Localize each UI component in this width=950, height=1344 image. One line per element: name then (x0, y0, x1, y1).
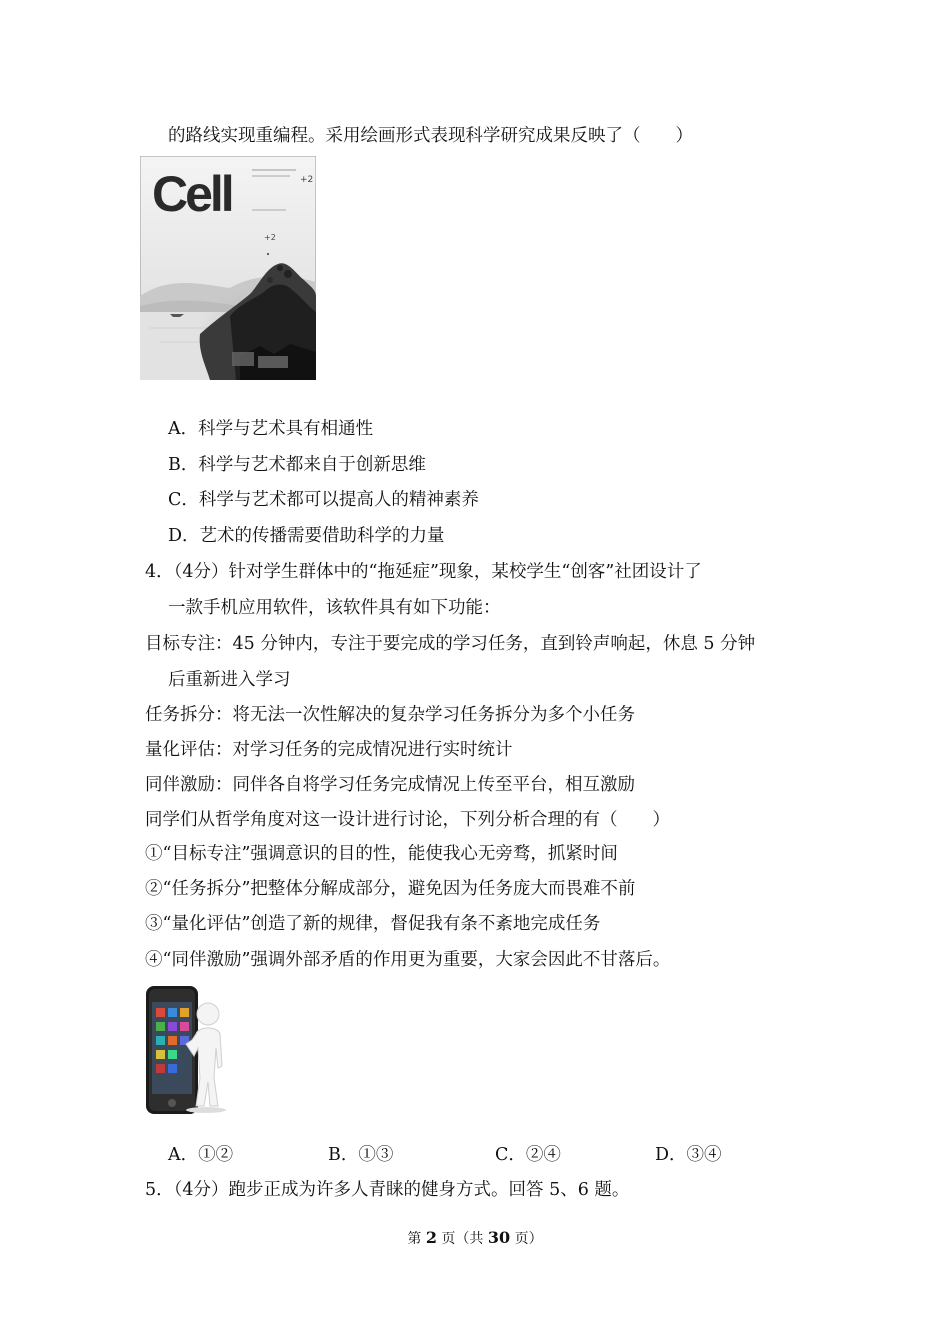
q4-feature-quantify: 量化评估：对学习任务的完成情况进行实时统计 (145, 740, 513, 760)
q4-stem-line-2: 一款手机应用软件，该软件具有如下功能： (168, 598, 501, 618)
svg-text:+2: +2 (300, 175, 314, 185)
q4-option-a: A．①② (168, 1145, 234, 1165)
q4-option-b: B．①③ (328, 1145, 394, 1165)
q4-feature-focus: 目标专注：45 分钟内，专注于要完成的学习任务，直到铃声响起，休息 5 分钟 (145, 634, 756, 654)
q4-stem-line-1: 4．（4分）针对学生群体中的“拖延症”现象，某校学生“创客”社团设计了 (145, 562, 702, 582)
footer-middle: 页（共 (436, 1231, 488, 1247)
q4-option-c: C．②④ (495, 1145, 561, 1165)
q3-option-c: C．科学与艺术都可以提高人的精神素养 (168, 490, 479, 510)
q4-feature-split: 任务拆分：将无法一次性解决的复杂学习任务拆分为多个小任务 (145, 705, 635, 725)
footer-prefix: 第 (407, 1231, 426, 1247)
q3-stem-tail: 的路线实现重编程。采用绘画形式表现科学研究成果反映了（ ） (168, 126, 693, 146)
footer-total-pages: 30 (487, 1228, 511, 1247)
q3-option-d: D．艺术的传播需要借助科学的力量 (168, 526, 445, 546)
svg-text:+2: +2 (264, 233, 276, 242)
footer-page-number: 2 (425, 1228, 437, 1247)
q3-option-a: A．科学与艺术具有相通性 (168, 419, 374, 439)
q4-statement-4: ④“同伴激励”强调外部矛盾的作用更为重要，大家会因此不甘落后。 (145, 950, 671, 970)
q4-statement-3: ③“量化评估”创造了新的规律，督促我有条不紊地完成任务 (145, 914, 601, 934)
q3-option-b: B．科学与艺术都来自于创新思维 (168, 455, 426, 475)
q4-option-d: D．③④ (655, 1145, 722, 1165)
cell-logo: Cell (152, 166, 232, 222)
footer-suffix: 页） (510, 1231, 543, 1247)
page-footer (0, 1228, 950, 1249)
q4-statement-1: ①“目标专注”强调意识的目的性，能使我心无旁骛，抓紧时间 (145, 844, 618, 864)
smartphone-figure (142, 984, 234, 1118)
q4-feature-peer: 同伴激励：同伴各自将学习任务完成情况上传至平台，相互激励 (145, 775, 635, 795)
cell-cover-image (140, 156, 316, 380)
q4-question: 同学们从哲学角度对这一设计进行讨论，下列分析合理的有（ ） (145, 810, 670, 830)
q4-feature-focus-cont: 后重新进入学习 (168, 670, 291, 690)
q4-statement-2: ②“任务拆分”把整体分解成部分，避免因为任务庞大而畏难不前 (145, 879, 636, 899)
q5-stem: 5．（4分）跑步正成为许多人青睐的健身方式。回答 5、6 题。 (145, 1180, 630, 1200)
